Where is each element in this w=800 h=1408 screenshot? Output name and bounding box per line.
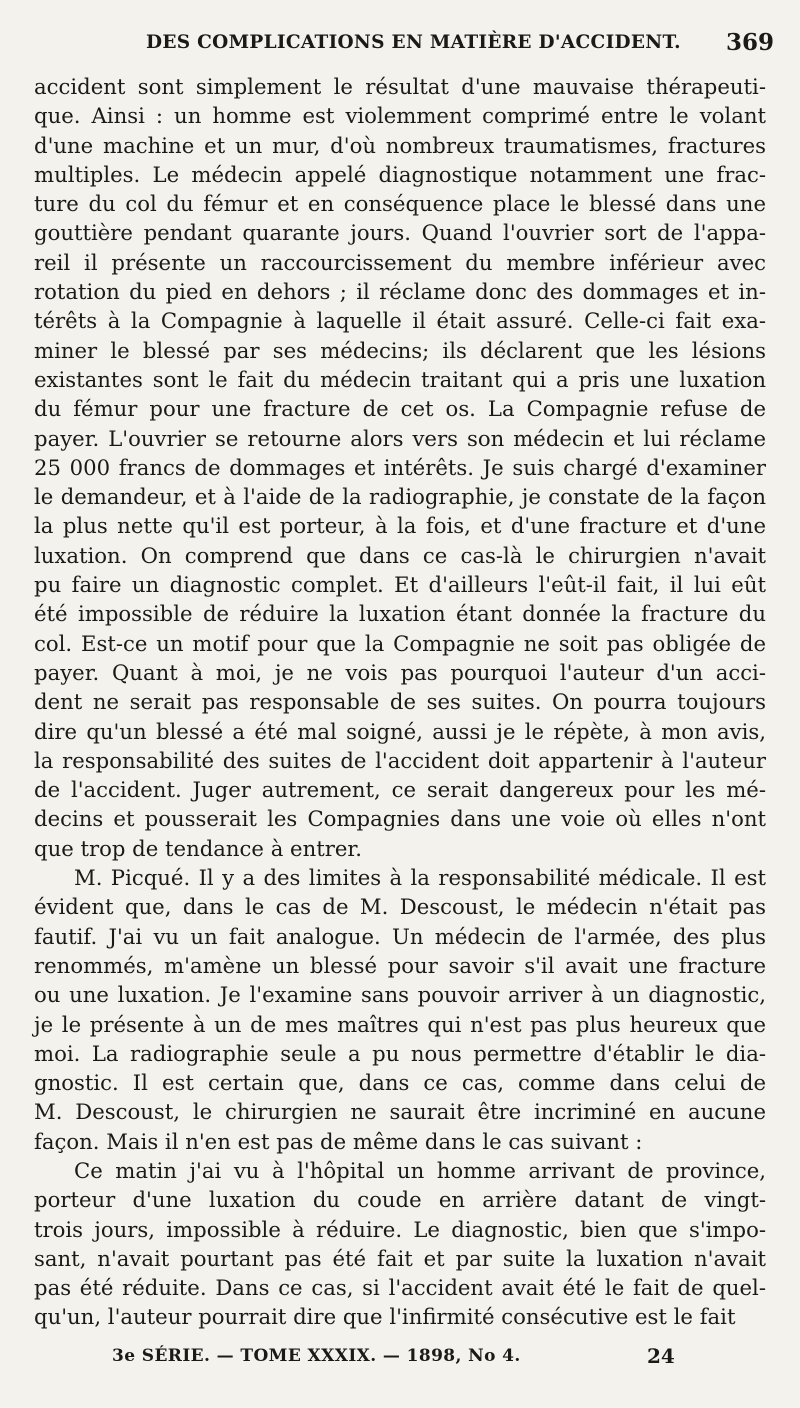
text-line: Ce matin j'ai vu à l'hôpital un homme arrivant de province, bbox=[74, 1157, 766, 1183]
text-line: dire qu'un blessé a été mal soigné, aussi je le répète, à mon avis, bbox=[34, 718, 766, 744]
text-line: été impossible de réduire la luxation étant donnée la fracture du bbox=[34, 601, 766, 627]
text-line: que trop de tendance à entrer. bbox=[34, 835, 362, 861]
text-line: la responsabilité des suites de l'accident doit appartenir à l'auteur bbox=[34, 747, 766, 773]
text-line: 25 000 francs de dommages et intérêts. Je suis chargé d'examiner bbox=[34, 454, 766, 480]
text-line: qu'un, l'auteur pourrait dire que l'infirmité consécutive est le fait bbox=[34, 1304, 736, 1330]
text-line: renommés, m'amène un blessé pour savoir s'il avait une fracture bbox=[34, 952, 766, 978]
footer-sheet-number: 24 bbox=[647, 1344, 675, 1368]
text-line: de l'accident. Juger autrement, ce serait dangereux pour les mé- bbox=[34, 777, 766, 803]
text-line: je le présente à un de mes maîtres qui n'est pas plus heureux que bbox=[34, 1011, 766, 1037]
text-line: dent ne serait pas responsable de ses suites. On pourra toujours bbox=[34, 689, 766, 715]
text-line: térêts à la Compagnie à laquelle il était assuré. Celle-ci fait exa- bbox=[34, 308, 766, 334]
text-line: col. Est-ce un motif pour que la Compagnie ne soit pas obligée de bbox=[34, 630, 766, 656]
body-text bbox=[34, 72, 766, 1332]
text-line: M. Picqué. Il y a des limites à la responsabilité médicale. Il est bbox=[74, 865, 766, 891]
running-head bbox=[0, 29, 800, 66]
text-line: trois jours, impossible à réduire. Le diagnostic, bien que s'impo- bbox=[34, 1216, 766, 1242]
text-line: payer. Quant à moi, je ne vois pas pourquoi l'auteur d'un acci- bbox=[34, 659, 766, 685]
text-line: ture du col du fémur et en conséquence place le blessé dans une bbox=[34, 191, 766, 217]
text-line: façon. Mais il n'en est pas de même dans le cas suivant : bbox=[34, 1128, 643, 1154]
text-line: du fémur pour une fracture de cet os. La Compagnie refuse de bbox=[34, 396, 766, 422]
text-line: existantes sont le fait du médecin traitant qui a pris une luxation bbox=[34, 366, 766, 392]
text-line: évident que, dans le cas de M. Descoust, le médecin n'était pas bbox=[34, 894, 766, 920]
text-line: moi. La radiographie seule a pu nous permettre d'établir le dia- bbox=[34, 1040, 766, 1066]
text-line: fautif. J'ai vu un fait analogue. Un médecin de l'armée, des plus bbox=[34, 923, 766, 949]
text-line: multiples. Le médecin appelé diagnostique notamment une frac- bbox=[34, 161, 766, 187]
text-line: que. Ainsi : un homme est violemment comprimé entre le volant bbox=[34, 103, 766, 129]
text-line: le demandeur, et à l'aide de la radiographie, je constate de la façon bbox=[34, 484, 766, 510]
text-line: sant, n'avait pourtant pas été fait et par suite la luxation n'avait bbox=[34, 1245, 766, 1271]
text-line: d'une machine et un mur, d'où nombreux traumatismes, fractures bbox=[34, 132, 766, 158]
running-head-title: DES COMPLICATIONS EN MATIÈRE D'ACCIDENT. bbox=[146, 32, 681, 53]
text-line: payer. L'ouvrier se retourne alors vers son médecin et lui réclame bbox=[34, 425, 766, 451]
page-footer bbox=[0, 1342, 800, 1376]
text-line: decins et pousserait les Compagnies dans une voie où elles n'ont bbox=[34, 806, 766, 832]
text-line: M. Descoust, le chirurgien ne saurait être incriminé en aucune bbox=[34, 1099, 766, 1125]
text-line: rotation du pied en dehors ; il réclame donc des dommages et in- bbox=[34, 279, 766, 305]
footer-signature: 3e SÉRIE. — TOME XXXIX. — 1898, No 4. bbox=[112, 1346, 521, 1366]
text-line: accident sont simplement le résultat d'une mauvaise thérapeuti- bbox=[34, 74, 766, 99]
text-line: miner le blessé par ses médecins; ils déclarent que les lésions bbox=[34, 337, 766, 363]
text-line: pu faire un diagnostic complet. Et d'ailleurs l'eût-il fait, il lui eût bbox=[34, 572, 766, 598]
text-line: la plus nette qu'il est porteur, à la fois, et d'une fracture et d'une bbox=[34, 513, 766, 539]
text-line: porteur d'une luxation du coude en arrière datant de vingt- bbox=[34, 1187, 766, 1213]
text-line: gnostic. Il est certain que, dans ce cas, comme dans celui de bbox=[34, 1070, 766, 1096]
text-line: ou une luxation. Je l'examine sans pouvoir arriver à un diagnostic, bbox=[34, 982, 766, 1008]
text-line: luxation. On comprend que dans ce cas-là le chirurgien n'avait bbox=[34, 542, 766, 568]
text-line: gouttière pendant quarante jours. Quand l'ouvrier sort de l'appa- bbox=[34, 220, 766, 246]
page-number: 369 bbox=[725, 29, 774, 56]
text-line: reil il présente un raccourcissement du membre inférieur avec bbox=[34, 249, 766, 275]
text-line: pas été réduite. Dans ce cas, si l'accident avait été le fait de quel- bbox=[34, 1275, 766, 1301]
